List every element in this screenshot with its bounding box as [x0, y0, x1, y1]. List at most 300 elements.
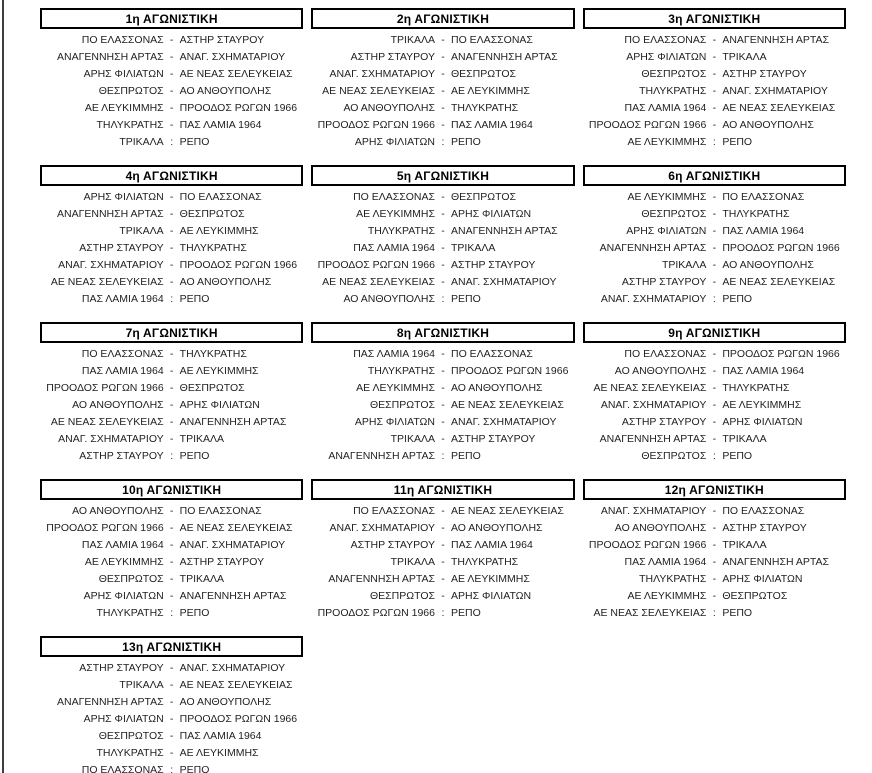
- away-team: ΠΑΣ ΛΑΜΙΑ 1964: [722, 225, 805, 237]
- fixture-row: [311, 588, 574, 605]
- home-team: ΠΑΣ ΛΑΜΙΑ 1964: [353, 242, 435, 254]
- home-team: ΑΝΑΓ. ΣΧΗΜΑΤΑΡΙΟΥ: [58, 259, 164, 271]
- home-team: ΠΡΟΟΔΟΣ ΡΩΓΩΝ 1966: [46, 522, 164, 534]
- fixtures-list: [40, 657, 303, 773]
- fixture-row: [40, 206, 303, 223]
- match-separator: -: [712, 522, 717, 534]
- home-team: ΠΑΣ ΛΑΜΙΑ 1964: [624, 102, 707, 114]
- match-separator: -: [441, 85, 445, 97]
- home-team: ΠΟ ΕΛΑΣΣΟΝΑΣ: [353, 191, 435, 203]
- away-team: ΡΕΠΟ: [451, 293, 481, 305]
- fixture-row: [40, 554, 303, 571]
- fixture-row: [40, 49, 303, 66]
- home-team: ΑΕ ΝΕΑΣ ΣΕΛΕΥΚΕΙΑΣ: [322, 276, 435, 288]
- fixture-row: [583, 83, 846, 100]
- fixtures-list: [311, 186, 574, 308]
- away-team: ΠΡΟΟΔΟΣ ΡΩΓΩΝ 1966: [451, 365, 569, 377]
- home-team: ΑΕ ΝΕΑΣ ΣΕΛΕΥΚΕΙΑΣ: [50, 276, 164, 288]
- match-separator: -: [441, 276, 445, 288]
- fixture-row: [40, 677, 303, 694]
- match-separator: -: [169, 242, 174, 254]
- away-team: ΤΗΛΥΚΡΑΤΗΣ: [179, 242, 247, 254]
- match-separator: :: [170, 293, 174, 305]
- home-team: ΠΟ ΕΛΑΣΣΟΝΑΣ: [81, 348, 164, 360]
- fixtures-list: [583, 500, 846, 622]
- home-team: ΠΡΟΟΔΟΣ ΡΩΓΩΝ 1966: [317, 119, 435, 131]
- away-team: ΠΟ ΕΛΑΣΣΟΝΑΣ: [451, 348, 533, 360]
- away-team: ΑΝΑΓ. ΣΧΗΜΑΤΑΡΙΟΥ: [451, 416, 557, 428]
- match-separator: -: [712, 85, 717, 97]
- home-team: ΤΗΛΥΚΡΑΤΗΣ: [96, 119, 164, 131]
- fixture-row: [40, 380, 303, 397]
- home-team: ΑΟ ΑΝΘΟΥΠΟΛΗΣ: [72, 399, 164, 411]
- fixture-row: [583, 571, 846, 588]
- match-separator: -: [441, 399, 445, 411]
- match-separator: -: [712, 242, 717, 254]
- fixture-row: [583, 240, 846, 257]
- fixture-row: [40, 694, 303, 711]
- away-team: ΤΡΙΚΑΛΑ: [722, 51, 767, 63]
- home-team: ΑΝΑΓΕΝΝΗΣΗ ΑΡΤΑΣ: [57, 208, 164, 220]
- away-team: ΑΝΑΓΕΝΝΗΣΗ ΑΡΤΑΣ: [722, 556, 829, 568]
- match-separator: :: [170, 450, 174, 462]
- match-separator: :: [441, 607, 445, 619]
- away-team: ΡΕΠΟ: [179, 450, 210, 462]
- home-team: ΠΡΟΟΔΟΣ ΡΩΓΩΝ 1966: [46, 382, 164, 394]
- fixture-row: [583, 257, 846, 274]
- round-box: [40, 8, 303, 151]
- home-team: ΘΕΣΠΡΩΤΟΣ: [641, 68, 707, 80]
- round-header: [583, 479, 846, 500]
- match-separator: :: [170, 607, 174, 619]
- match-separator: -: [712, 208, 717, 220]
- away-team: ΑΕ ΛΕΥΚΙΜΜΗΣ: [179, 365, 259, 377]
- fixture-row: [311, 274, 574, 291]
- rounds-grid: [40, 8, 846, 773]
- fixture-row: [40, 100, 303, 117]
- match-separator: -: [441, 433, 445, 445]
- away-team: ΑΕ ΝΕΑΣ ΣΕΛΕΥΚΕΙΑΣ: [451, 399, 564, 411]
- home-team: ΤΡΙΚΑΛΑ: [390, 34, 435, 46]
- home-team: ΑΡΗΣ ΦΙΛΙΑΤΩΝ: [626, 51, 707, 63]
- match-separator: -: [441, 259, 445, 271]
- away-team: ΑΕ ΝΕΑΣ ΣΕΛΕΥΚΕΙΑΣ: [179, 679, 293, 691]
- match-separator: -: [712, 399, 717, 411]
- fixture-row: [583, 605, 846, 622]
- home-team: ΑΡΗΣ ΦΙΛΙΑΤΩΝ: [83, 590, 164, 602]
- away-team: ΠΑΣ ΛΑΜΙΑ 1964: [179, 119, 262, 131]
- fixtures-list: [311, 343, 574, 465]
- round-title: 2η ΑΓΩΝΙΣΤΙΚΗ: [396, 11, 490, 26]
- match-separator: -: [712, 365, 717, 377]
- fixtures-list: [311, 29, 574, 151]
- fixture-row: [583, 134, 846, 151]
- home-team: ΑΟ ΑΝΘΟΥΠΟΛΗΣ: [343, 293, 435, 305]
- match-separator: -: [441, 119, 445, 131]
- match-separator: -: [712, 416, 717, 428]
- fixture-row: [40, 503, 303, 520]
- match-separator: -: [712, 119, 717, 131]
- fixture-row: [583, 189, 846, 206]
- home-team: ΑΕ ΛΕΥΚΙΜΜΗΣ: [356, 382, 435, 394]
- match-separator: -: [169, 747, 174, 759]
- home-team: ΑΡΗΣ ΦΙΛΙΑΤΩΝ: [354, 416, 435, 428]
- away-team: ΑΕ ΝΕΑΣ ΣΕΛΕΥΚΕΙΑΣ: [722, 276, 836, 288]
- fixture-row: [40, 189, 303, 206]
- home-team: ΑΟ ΑΝΘΟΥΠΟΛΗΣ: [614, 522, 707, 534]
- home-team: ΠΡΟΟΔΟΣ ΡΩΓΩΝ 1966: [588, 119, 707, 131]
- match-separator: -: [441, 416, 445, 428]
- round-header: [311, 479, 574, 500]
- fixture-row: [311, 571, 574, 588]
- match-separator: -: [712, 191, 717, 203]
- away-team: ΤΡΙΚΑΛΑ: [722, 433, 767, 445]
- match-separator: -: [169, 416, 174, 428]
- round-header: [40, 479, 303, 500]
- home-team: ΑΝΑΓ. ΣΧΗΜΑΤΑΡΙΟΥ: [329, 522, 435, 534]
- away-team: ΡΕΠΟ: [179, 293, 210, 305]
- fixture-row: [583, 588, 846, 605]
- home-team: ΑΣΤΗΡ ΣΤΑΥΡΟΥ: [79, 242, 164, 254]
- home-team: ΑΝΑΓΕΝΝΗΣΗ ΑΡΤΑΣ: [328, 573, 435, 585]
- round-header: [40, 165, 303, 186]
- away-team: ΑΕ ΝΕΑΣ ΣΕΛΕΥΚΕΙΑΣ: [179, 522, 293, 534]
- away-team: ΑΝΑΓΕΝΝΗΣΗ ΑΡΤΑΣ: [722, 34, 829, 46]
- home-team: ΠΟ ΕΛΑΣΣΟΝΑΣ: [624, 34, 707, 46]
- away-team: ΡΕΠΟ: [722, 293, 753, 305]
- home-team: ΘΕΣΠΡΩΤΟΣ: [98, 573, 164, 585]
- match-separator: -: [441, 225, 445, 237]
- fixture-row: [40, 431, 303, 448]
- fixture-row: [583, 554, 846, 571]
- match-separator: -: [169, 556, 174, 568]
- match-separator: -: [712, 225, 717, 237]
- match-separator: :: [170, 764, 174, 773]
- match-separator: -: [441, 208, 445, 220]
- away-team: ΡΕΠΟ: [179, 764, 210, 773]
- away-team: ΡΕΠΟ: [722, 607, 753, 619]
- fixtures-list: [40, 500, 303, 622]
- match-separator: -: [441, 556, 445, 568]
- match-separator: -: [169, 276, 174, 288]
- home-team: ΑΣΤΗΡ ΣΤΑΥΡΟΥ: [79, 450, 164, 462]
- home-team: ΠΟ ΕΛΑΣΣΟΝΑΣ: [624, 348, 707, 360]
- fixture-row: [311, 431, 574, 448]
- match-separator: -: [441, 34, 445, 46]
- match-separator: :: [441, 136, 445, 148]
- away-team: ΤΗΛΥΚΡΑΤΗΣ: [722, 382, 790, 394]
- round-title: 11η ΑΓΩΝΙΣΤΙΚΗ: [393, 482, 493, 497]
- match-separator: -: [712, 259, 717, 271]
- fixture-row: [311, 100, 574, 117]
- fixture-row: [40, 414, 303, 431]
- fixtures-list: [40, 186, 303, 308]
- fixture-row: [311, 257, 574, 274]
- home-team: ΤΗΛΥΚΡΑΤΗΣ: [96, 747, 164, 759]
- round-box: [40, 636, 303, 773]
- match-separator: -: [169, 382, 174, 394]
- fixture-row: [40, 711, 303, 728]
- fixture-row: [311, 66, 574, 83]
- home-team: ΑΕ ΛΕΥΚΙΜΜΗΣ: [627, 590, 707, 602]
- away-team: ΑΝΑΓΕΝΝΗΣΗ ΑΡΤΑΣ: [179, 590, 287, 602]
- home-team: ΤΡΙΚΑΛΑ: [119, 225, 164, 237]
- home-team: ΤΗΛΥΚΡΑΤΗΣ: [639, 85, 707, 97]
- fixture-row: [40, 257, 303, 274]
- fixture-row: [583, 431, 846, 448]
- fixture-row: [40, 660, 303, 677]
- match-separator: :: [170, 136, 174, 148]
- round-title: 9η ΑΓΩΝΙΣΤΙΚΗ: [668, 325, 761, 340]
- away-team: ΑΣΤΗΡ ΣΤΑΥΡΟΥ: [179, 34, 265, 46]
- home-team: ΑΡΗΣ ΦΙΛΙΑΤΩΝ: [83, 191, 164, 203]
- home-team: ΠΑΣ ΛΑΜΙΑ 1964: [81, 539, 164, 551]
- fixture-row: [583, 346, 846, 363]
- away-team: ΑΝΑΓΕΝΝΗΣΗ ΑΡΤΑΣ: [179, 416, 287, 428]
- fixture-row: [311, 49, 574, 66]
- fixtures-list: [583, 29, 846, 151]
- away-team: ΑΟ ΑΝΘΟΥΠΟΛΗΣ: [451, 382, 543, 394]
- match-separator: -: [169, 102, 174, 114]
- fixture-row: [311, 223, 574, 240]
- away-team: ΤΡΙΚΑΛΑ: [451, 242, 496, 254]
- match-separator: -: [712, 68, 717, 80]
- away-team: ΡΕΠΟ: [179, 607, 210, 619]
- home-team: ΑΕ ΛΕΥΚΙΜΜΗΣ: [627, 136, 707, 148]
- fixture-row: [40, 363, 303, 380]
- home-team: ΠΑΣ ΛΑΜΙΑ 1964: [353, 348, 435, 360]
- round-box: [311, 165, 574, 308]
- fixture-row: [40, 537, 303, 554]
- home-team: ΑΡΗΣ ΦΙΛΙΑΤΩΝ: [626, 225, 707, 237]
- fixture-row: [583, 66, 846, 83]
- away-team: ΑΟ ΑΝΘΟΥΠΟΛΗΣ: [451, 522, 543, 534]
- match-separator: -: [712, 556, 717, 568]
- away-team: ΑΝΑΓ. ΣΧΗΜΑΤΑΡΙΟΥ: [451, 276, 557, 288]
- fixtures-list: [40, 29, 303, 151]
- fixtures-list: [583, 186, 846, 308]
- match-separator: -: [169, 713, 174, 725]
- home-team: ΑΝΑΓΕΝΝΗΣΗ ΑΡΤΑΣ: [599, 242, 707, 254]
- away-team: ΡΕΠΟ: [451, 136, 481, 148]
- match-separator: :: [712, 293, 716, 305]
- fixture-row: [40, 571, 303, 588]
- match-separator: -: [169, 522, 174, 534]
- match-separator: :: [441, 450, 445, 462]
- fixture-row: [40, 240, 303, 257]
- fixture-row: [583, 100, 846, 117]
- round-box: [311, 8, 574, 151]
- fixture-row: [583, 206, 846, 223]
- match-separator: -: [169, 730, 174, 742]
- fixture-row: [583, 520, 846, 537]
- away-team: ΑΡΗΣ ΦΙΛΙΑΤΩΝ: [451, 590, 532, 602]
- fixture-row: [311, 189, 574, 206]
- home-team: ΑΕ ΛΕΥΚΙΜΜΗΣ: [84, 556, 164, 568]
- match-separator: -: [169, 433, 174, 445]
- fixture-row: [40, 274, 303, 291]
- match-separator: -: [169, 573, 174, 585]
- away-team: ΤΗΛΥΚΡΑΤΗΣ: [451, 556, 519, 568]
- fixture-row: [40, 346, 303, 363]
- fixture-row: [311, 346, 574, 363]
- round-box: [583, 8, 846, 151]
- away-team: ΠΡΟΟΔΟΣ ΡΩΓΩΝ 1966: [722, 242, 840, 254]
- home-team: ΘΕΣΠΡΩΤΟΣ: [370, 590, 435, 602]
- home-team: ΑΟ ΑΝΘΟΥΠΟΛΗΣ: [343, 102, 435, 114]
- home-team: ΑΕ ΝΕΑΣ ΣΕΛΕΥΚΕΙΑΣ: [50, 416, 164, 428]
- away-team: ΑΡΗΣ ΦΙΛΙΑΤΩΝ: [451, 208, 532, 220]
- fixtures-list: [583, 343, 846, 465]
- home-team: ΑΝΑΓΕΝΝΗΣΗ ΑΡΤΑΣ: [57, 696, 164, 708]
- home-team: ΑΟ ΑΝΘΟΥΠΟΛΗΣ: [614, 365, 707, 377]
- home-team: ΤΗΛΥΚΡΑΤΗΣ: [639, 573, 707, 585]
- match-separator: -: [169, 68, 174, 80]
- away-team: ΑΝΑΓ. ΣΧΗΜΑΤΑΡΙΟΥ: [179, 51, 286, 63]
- round-title: 7η ΑΓΩΝΙΣΤΙΚΗ: [125, 325, 218, 340]
- home-team: ΑΝΑΓ. ΣΧΗΜΑΤΑΡΙΟΥ: [600, 399, 707, 411]
- home-team: ΑΕ ΛΕΥΚΙΜΜΗΣ: [627, 191, 707, 203]
- match-separator: -: [712, 382, 717, 394]
- away-team: ΠΑΣ ΛΑΜΙΑ 1964: [179, 730, 262, 742]
- home-team: ΘΕΣΠΡΩΤΟΣ: [641, 208, 707, 220]
- away-team: ΑΣΤΗΡ ΣΤΑΥΡΟΥ: [451, 259, 536, 271]
- match-separator: :: [712, 136, 716, 148]
- home-team: ΑΝΑΓ. ΣΧΗΜΑΤΑΡΙΟΥ: [58, 433, 164, 445]
- fixture-row: [40, 448, 303, 465]
- away-team: ΑΟ ΑΝΘΟΥΠΟΛΗΣ: [722, 119, 814, 131]
- fixture-row: [40, 83, 303, 100]
- match-separator: -: [441, 382, 445, 394]
- away-team: ΑΝΑΓ. ΣΧΗΜΑΤΑΡΙΟΥ: [722, 85, 828, 97]
- match-separator: :: [712, 450, 716, 462]
- round-header: [311, 322, 574, 343]
- away-team: ΠΟ ΕΛΑΣΣΟΝΑΣ: [179, 505, 262, 517]
- home-team: ΠΡΟΟΔΟΣ ΡΩΓΩΝ 1966: [317, 259, 435, 271]
- fixture-row: [40, 588, 303, 605]
- away-team: ΑΝΑΓΕΝΝΗΣΗ ΑΡΤΑΣ: [451, 225, 558, 237]
- round-header: [40, 8, 303, 29]
- match-separator: -: [712, 590, 717, 602]
- fixture-row: [311, 503, 574, 520]
- fixture-row: [583, 363, 846, 380]
- match-separator: -: [712, 433, 717, 445]
- fixture-row: [40, 397, 303, 414]
- away-team: ΑΟ ΑΝΘΟΥΠΟΛΗΣ: [179, 696, 272, 708]
- match-separator: -: [712, 505, 717, 517]
- home-team: ΘΕΣΠΡΩΤΟΣ: [370, 399, 435, 411]
- fixture-row: [40, 32, 303, 49]
- round-title: 6η ΑΓΩΝΙΣΤΙΚΗ: [668, 168, 761, 183]
- match-separator: -: [441, 348, 445, 360]
- fixture-row: [583, 223, 846, 240]
- fixture-row: [311, 83, 574, 100]
- fixture-row: [311, 32, 574, 49]
- match-separator: :: [441, 293, 445, 305]
- home-team: ΠΡΟΟΔΟΣ ΡΩΓΩΝ 1966: [317, 607, 435, 619]
- page-left-border: [2, 0, 4, 773]
- away-team: ΤΡΙΚΑΛΑ: [179, 433, 225, 445]
- round-title: 12η ΑΓΩΝΙΣΤΙΚΗ: [664, 482, 764, 497]
- fixtures-list: [311, 500, 574, 622]
- fixture-row: [40, 728, 303, 745]
- home-team: ΑΟ ΑΝΘΟΥΠΟΛΗΣ: [72, 505, 164, 517]
- home-team: ΘΕΣΠΡΩΤΟΣ: [98, 85, 164, 97]
- away-team: ΠΟ ΕΛΑΣΣΟΝΑΣ: [451, 34, 533, 46]
- round-box: [583, 479, 846, 622]
- fixture-row: [40, 762, 303, 773]
- home-team: ΤΡΙΚΑΛΑ: [661, 259, 707, 271]
- fixture-row: [311, 537, 574, 554]
- match-separator: -: [441, 68, 445, 80]
- fixture-row: [583, 503, 846, 520]
- away-team: ΤΡΙΚΑΛΑ: [722, 539, 767, 551]
- home-team: ΠΟ ΕΛΑΣΣΟΝΑΣ: [81, 34, 164, 46]
- fixture-row: [311, 448, 574, 465]
- away-team: ΘΕΣΠΡΩΤΟΣ: [451, 191, 516, 203]
- away-team: ΡΕΠΟ: [722, 450, 753, 462]
- home-team: ΠΡΟΟΔΟΣ ΡΩΓΩΝ 1966: [588, 539, 707, 551]
- match-separator: -: [169, 51, 174, 63]
- fixture-row: [583, 380, 846, 397]
- away-team: ΡΕΠΟ: [451, 450, 481, 462]
- away-team: ΤΗΛΥΚΡΑΤΗΣ: [451, 102, 519, 114]
- away-team: ΤΡΙΚΑΛΑ: [179, 573, 225, 585]
- round-title: 13η ΑΓΩΝΙΣΤΙΚΗ: [122, 639, 222, 654]
- fixture-row: [583, 448, 846, 465]
- fixture-row: [40, 66, 303, 83]
- fixture-row: [583, 537, 846, 554]
- match-separator: -: [169, 696, 174, 708]
- away-team: ΑΣΤΗΡ ΣΤΑΥΡΟΥ: [722, 68, 807, 80]
- match-separator: -: [712, 51, 717, 63]
- away-team: ΠΡΟΟΔΟΣ ΡΩΓΩΝ 1966: [179, 102, 298, 114]
- away-team: ΑΕ ΝΕΑΣ ΣΕΛΕΥΚΕΙΑΣ: [722, 102, 836, 114]
- away-team: ΑΣΤΗΡ ΣΤΑΥΡΟΥ: [451, 433, 536, 445]
- round-title: 4η ΑΓΩΝΙΣΤΙΚΗ: [125, 168, 218, 183]
- match-separator: -: [712, 276, 717, 288]
- away-team: ΠΟ ΕΛΑΣΣΟΝΑΣ: [722, 505, 805, 517]
- match-separator: -: [712, 34, 717, 46]
- round-box: [40, 479, 303, 622]
- home-team: ΘΕΣΠΡΩΤΟΣ: [641, 450, 707, 462]
- round-title: 5η ΑΓΩΝΙΣΤΙΚΗ: [396, 168, 490, 183]
- round-box: [40, 165, 303, 308]
- round-box: [40, 322, 303, 465]
- home-team: ΠΑΣ ΛΑΜΙΑ 1964: [624, 556, 707, 568]
- away-team: ΠΟ ΕΛΑΣΣΟΝΑΣ: [179, 191, 262, 203]
- away-team: ΑΡΗΣ ΦΙΛΙΑΤΩΝ: [722, 573, 803, 585]
- away-team: ΑΝΑΓ. ΣΧΗΜΑΤΑΡΙΟΥ: [179, 662, 286, 674]
- match-separator: -: [441, 590, 445, 602]
- home-team: ΠΟ ΕΛΑΣΣΟΝΑΣ: [81, 764, 164, 773]
- home-team: ΑΝΑΓ. ΣΧΗΜΑΤΑΡΙΟΥ: [600, 505, 707, 517]
- home-team: ΑΡΗΣ ΦΙΛΙΑΤΩΝ: [354, 136, 435, 148]
- home-team: ΑΕ ΝΕΑΣ ΣΕΛΕΥΚΕΙΑΣ: [593, 382, 707, 394]
- away-team: ΘΕΣΠΡΩΤΟΣ: [179, 382, 245, 394]
- home-team: ΠΑΣ ΛΑΜΙΑ 1964: [81, 365, 164, 377]
- home-team: ΑΝΑΓ. ΣΧΗΜΑΤΑΡΙΟΥ: [329, 68, 435, 80]
- home-team: ΑΝΑΓΕΝΝΗΣΗ ΑΡΤΑΣ: [57, 51, 164, 63]
- round-header: [40, 636, 303, 657]
- away-team: ΠΡΟΟΔΟΣ ΡΩΓΩΝ 1966: [179, 259, 298, 271]
- home-team: ΤΗΛΥΚΡΑΤΗΣ: [367, 365, 435, 377]
- away-team: ΘΕΣΠΡΩΤΟΣ: [451, 68, 516, 80]
- match-separator: -: [441, 242, 445, 254]
- fixture-row: [311, 397, 574, 414]
- fixture-row: [311, 117, 574, 134]
- fixture-row: [311, 206, 574, 223]
